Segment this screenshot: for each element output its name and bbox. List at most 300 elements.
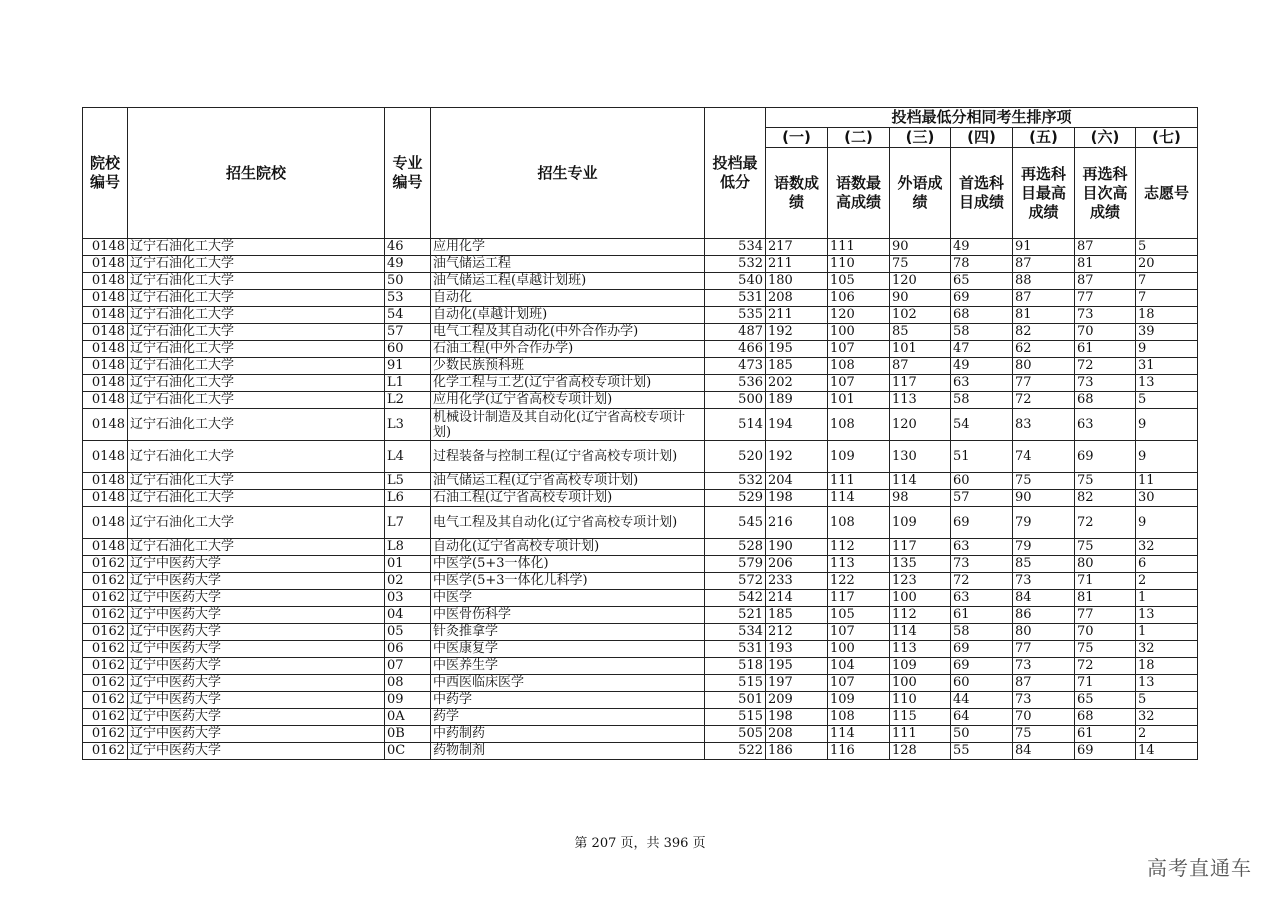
major-code-cell: 60 — [385, 341, 431, 358]
elective-highest-cell: 87 — [1013, 290, 1075, 307]
elective-highest-cell: 73 — [1013, 658, 1075, 675]
table-row — [83, 239, 1198, 256]
preference-number-cell: 6 — [1136, 556, 1198, 573]
first-choice-score-cell: 61 — [951, 607, 1013, 624]
header-elective-second-highest-score: 再选科目次高成绩 — [1075, 148, 1136, 239]
school-name-cell: 辽宁中医药大学 — [128, 556, 385, 573]
min-score-cell: 500 — [705, 392, 766, 409]
table-row — [83, 607, 1198, 624]
preference-number-cell: 5 — [1136, 239, 1198, 256]
first-choice-score-cell: 73 — [951, 556, 1013, 573]
school-code-cell: 0148 — [83, 507, 128, 539]
elective-second-cell: 87 — [1075, 273, 1136, 290]
school-name-cell: 辽宁中医药大学 — [128, 573, 385, 590]
preference-number-cell: 5 — [1136, 392, 1198, 409]
foreign-language-score-cell: 90 — [890, 290, 951, 307]
chinese-math-highest-cell: 113 — [828, 556, 890, 573]
chinese-math-score-cell: 193 — [766, 641, 828, 658]
min-score-cell: 531 — [705, 290, 766, 307]
header-foreign-language-score: 外语成绩 — [890, 148, 951, 239]
school-name-cell: 辽宁石油化工大学 — [128, 273, 385, 290]
school-name-cell: 辽宁石油化工大学 — [128, 307, 385, 324]
chinese-math-score-cell: 195 — [766, 658, 828, 675]
min-score-cell: 531 — [705, 641, 766, 658]
min-score-cell: 540 — [705, 273, 766, 290]
school-code-cell: 0148 — [83, 441, 128, 473]
school-code-cell: 0162 — [83, 743, 128, 760]
foreign-language-score-cell: 120 — [890, 409, 951, 441]
chinese-math-highest-cell: 107 — [828, 624, 890, 641]
elective-second-cell: 68 — [1075, 709, 1136, 726]
chinese-math-highest-cell: 100 — [828, 324, 890, 341]
school-code-cell: 0162 — [83, 607, 128, 624]
header-major-code: 专业编号 — [385, 108, 431, 239]
table-row — [83, 692, 1198, 709]
school-code-cell: 0148 — [83, 307, 128, 324]
major-code-cell: 05 — [385, 624, 431, 641]
chinese-math-score-cell: 204 — [766, 473, 828, 490]
min-score-cell: 532 — [705, 256, 766, 273]
major-name-cell: 中药学 — [431, 692, 705, 709]
table-row — [83, 573, 1198, 590]
min-score-cell: 579 — [705, 556, 766, 573]
school-code-cell: 0162 — [83, 556, 128, 573]
major-name-cell: 应用化学(辽宁省高校专项计划) — [431, 392, 705, 409]
preference-number-cell: 9 — [1136, 507, 1198, 539]
elective-highest-cell: 90 — [1013, 490, 1075, 507]
table-row — [83, 539, 1198, 556]
header-major-name: 招生专业 — [431, 108, 705, 239]
chinese-math-score-cell: 208 — [766, 290, 828, 307]
major-code-cell: 08 — [385, 675, 431, 692]
chinese-math-highest-cell: 109 — [828, 441, 890, 473]
header-tiebreak-number: (三) — [890, 128, 951, 148]
elective-highest-cell: 79 — [1013, 539, 1075, 556]
table-row — [83, 624, 1198, 641]
table-row — [83, 743, 1198, 760]
elective-second-cell: 65 — [1075, 692, 1136, 709]
school-code-cell: 0148 — [83, 375, 128, 392]
chinese-math-highest-cell: 109 — [828, 692, 890, 709]
major-name-cell: 电气工程及其自动化(辽宁省高校专项计划) — [431, 507, 705, 539]
preference-number-cell: 9 — [1136, 441, 1198, 473]
table-row — [83, 556, 1198, 573]
first-choice-score-cell: 69 — [951, 658, 1013, 675]
school-code-cell: 0162 — [83, 726, 128, 743]
first-choice-score-cell: 63 — [951, 375, 1013, 392]
major-name-cell: 应用化学 — [431, 239, 705, 256]
preference-number-cell: 13 — [1136, 375, 1198, 392]
school-code-cell: 0148 — [83, 341, 128, 358]
elective-highest-cell: 91 — [1013, 239, 1075, 256]
school-name-cell: 辽宁中医药大学 — [128, 743, 385, 760]
chinese-math-score-cell: 185 — [766, 358, 828, 375]
min-score-cell: 515 — [705, 709, 766, 726]
first-choice-score-cell: 58 — [951, 624, 1013, 641]
elective-highest-cell: 72 — [1013, 392, 1075, 409]
school-name-cell: 辽宁石油化工大学 — [128, 290, 385, 307]
chinese-math-highest-cell: 105 — [828, 273, 890, 290]
school-name-cell: 辽宁石油化工大学 — [128, 256, 385, 273]
major-name-cell: 中医康复学 — [431, 641, 705, 658]
major-name-cell: 油气储运工程(辽宁省高校专项计划) — [431, 473, 705, 490]
elective-highest-cell: 87 — [1013, 675, 1075, 692]
major-name-cell: 过程装备与控制工程(辽宁省高校专项计划) — [431, 441, 705, 473]
school-name-cell: 辽宁中医药大学 — [128, 726, 385, 743]
foreign-language-score-cell: 101 — [890, 341, 951, 358]
table-row — [83, 490, 1198, 507]
chinese-math-highest-cell: 105 — [828, 607, 890, 624]
min-score-cell: 572 — [705, 573, 766, 590]
table-row — [83, 641, 1198, 658]
major-code-cell: L8 — [385, 539, 431, 556]
chinese-math-highest-cell: 110 — [828, 256, 890, 273]
chinese-math-score-cell: 195 — [766, 341, 828, 358]
school-name-cell: 辽宁中医药大学 — [128, 624, 385, 641]
school-code-cell: 0148 — [83, 490, 128, 507]
chinese-math-score-cell: 190 — [766, 539, 828, 556]
foreign-language-score-cell: 113 — [890, 392, 951, 409]
chinese-math-score-cell: 211 — [766, 307, 828, 324]
preference-number-cell: 5 — [1136, 692, 1198, 709]
school-code-cell: 0162 — [83, 624, 128, 641]
first-choice-score-cell: 64 — [951, 709, 1013, 726]
chinese-math-highest-cell: 107 — [828, 341, 890, 358]
first-choice-score-cell: 51 — [951, 441, 1013, 473]
first-choice-score-cell: 63 — [951, 590, 1013, 607]
foreign-language-score-cell: 109 — [890, 507, 951, 539]
elective-second-cell: 75 — [1075, 473, 1136, 490]
chinese-math-score-cell: 198 — [766, 490, 828, 507]
foreign-language-score-cell: 117 — [890, 375, 951, 392]
elective-second-cell: 63 — [1075, 409, 1136, 441]
school-name-cell: 辽宁中医药大学 — [128, 692, 385, 709]
chinese-math-highest-cell: 107 — [828, 675, 890, 692]
min-score-cell: 534 — [705, 624, 766, 641]
school-code-cell: 0162 — [83, 573, 128, 590]
table-row — [83, 256, 1198, 273]
first-choice-score-cell: 47 — [951, 341, 1013, 358]
preference-number-cell: 18 — [1136, 307, 1198, 324]
preference-number-cell: 20 — [1136, 256, 1198, 273]
major-code-cell: 07 — [385, 658, 431, 675]
chinese-math-highest-cell: 108 — [828, 358, 890, 375]
preference-number-cell: 32 — [1136, 709, 1198, 726]
chinese-math-highest-cell: 116 — [828, 743, 890, 760]
chinese-math-score-cell: 209 — [766, 692, 828, 709]
foreign-language-score-cell: 90 — [890, 239, 951, 256]
table-row — [83, 675, 1198, 692]
school-name-cell: 辽宁石油化工大学 — [128, 392, 385, 409]
major-name-cell: 自动化 — [431, 290, 705, 307]
foreign-language-score-cell: 75 — [890, 256, 951, 273]
min-score-cell: 505 — [705, 726, 766, 743]
major-code-cell: 49 — [385, 256, 431, 273]
header-tiebreak-number: (六) — [1075, 128, 1136, 148]
first-choice-score-cell: 63 — [951, 539, 1013, 556]
school-name-cell: 辽宁中医药大学 — [128, 709, 385, 726]
elective-highest-cell: 83 — [1013, 409, 1075, 441]
school-name-cell: 辽宁石油化工大学 — [128, 490, 385, 507]
min-score-cell: 473 — [705, 358, 766, 375]
chinese-math-score-cell: 186 — [766, 743, 828, 760]
header-tiebreak-number: (二) — [828, 128, 890, 148]
min-score-cell: 487 — [705, 324, 766, 341]
table-row — [83, 392, 1198, 409]
elective-second-cell: 81 — [1075, 256, 1136, 273]
preference-number-cell: 18 — [1136, 658, 1198, 675]
major-name-cell: 电气工程及其自动化(中外合作办学) — [431, 324, 705, 341]
school-code-cell: 0162 — [83, 641, 128, 658]
elective-highest-cell: 86 — [1013, 607, 1075, 624]
min-score-cell: 466 — [705, 341, 766, 358]
elective-second-cell: 80 — [1075, 556, 1136, 573]
preference-number-cell: 30 — [1136, 490, 1198, 507]
first-choice-score-cell: 68 — [951, 307, 1013, 324]
school-code-cell: 0148 — [83, 539, 128, 556]
chinese-math-score-cell: 212 — [766, 624, 828, 641]
preference-number-cell: 31 — [1136, 358, 1198, 375]
elective-highest-cell: 81 — [1013, 307, 1075, 324]
foreign-language-score-cell: 114 — [890, 473, 951, 490]
chinese-math-highest-cell: 112 — [828, 539, 890, 556]
elective-second-cell: 82 — [1075, 490, 1136, 507]
major-code-cell: 46 — [385, 239, 431, 256]
foreign-language-score-cell: 102 — [890, 307, 951, 324]
elective-second-cell: 71 — [1075, 675, 1136, 692]
foreign-language-score-cell: 117 — [890, 539, 951, 556]
chinese-math-score-cell: 211 — [766, 256, 828, 273]
elective-highest-cell: 85 — [1013, 556, 1075, 573]
major-code-cell: L6 — [385, 490, 431, 507]
major-name-cell: 中医学(5+3一体化) — [431, 556, 705, 573]
elective-second-cell: 72 — [1075, 658, 1136, 675]
school-name-cell: 辽宁石油化工大学 — [128, 341, 385, 358]
major-code-cell: 01 — [385, 556, 431, 573]
first-choice-score-cell: 72 — [951, 573, 1013, 590]
header-elective-highest-score: 再选科目最高成绩 — [1013, 148, 1075, 239]
school-code-cell: 0148 — [83, 273, 128, 290]
foreign-language-score-cell: 135 — [890, 556, 951, 573]
school-code-cell: 0148 — [83, 239, 128, 256]
min-score-cell: 535 — [705, 307, 766, 324]
chinese-math-score-cell: 233 — [766, 573, 828, 590]
header-preference-number: 志愿号 — [1136, 148, 1198, 239]
first-choice-score-cell: 44 — [951, 692, 1013, 709]
major-code-cell: 50 — [385, 273, 431, 290]
first-choice-score-cell: 58 — [951, 392, 1013, 409]
elective-second-cell: 61 — [1075, 726, 1136, 743]
first-choice-score-cell: 78 — [951, 256, 1013, 273]
chinese-math-score-cell: 197 — [766, 675, 828, 692]
chinese-math-highest-cell: 114 — [828, 490, 890, 507]
major-name-cell: 中药制药 — [431, 726, 705, 743]
major-code-cell: 57 — [385, 324, 431, 341]
major-name-cell: 中西医临床医学 — [431, 675, 705, 692]
first-choice-score-cell: 49 — [951, 239, 1013, 256]
elective-highest-cell: 80 — [1013, 624, 1075, 641]
min-score-cell: 521 — [705, 607, 766, 624]
header-min-score: 投档最低分 — [705, 108, 766, 239]
chinese-math-score-cell: 198 — [766, 709, 828, 726]
school-name-cell: 辽宁中医药大学 — [128, 675, 385, 692]
elective-highest-cell: 79 — [1013, 507, 1075, 539]
elective-second-cell: 72 — [1075, 358, 1136, 375]
chinese-math-highest-cell: 108 — [828, 507, 890, 539]
first-choice-score-cell: 49 — [951, 358, 1013, 375]
table-row — [83, 358, 1198, 375]
school-name-cell: 辽宁中医药大学 — [128, 641, 385, 658]
chinese-math-score-cell: 206 — [766, 556, 828, 573]
major-code-cell: 09 — [385, 692, 431, 709]
foreign-language-score-cell: 113 — [890, 641, 951, 658]
school-name-cell: 辽宁石油化工大学 — [128, 507, 385, 539]
school-code-cell: 0148 — [83, 392, 128, 409]
foreign-language-score-cell: 128 — [890, 743, 951, 760]
major-code-cell: L5 — [385, 473, 431, 490]
chinese-math-highest-cell: 111 — [828, 473, 890, 490]
elective-second-cell: 73 — [1075, 307, 1136, 324]
header-tiebreak-number: (七) — [1136, 128, 1198, 148]
preference-number-cell: 1 — [1136, 624, 1198, 641]
school-code-cell: 0148 — [83, 256, 128, 273]
school-name-cell: 辽宁中医药大学 — [128, 590, 385, 607]
table-body — [83, 239, 1198, 760]
chinese-math-score-cell: 194 — [766, 409, 828, 441]
school-name-cell: 辽宁石油化工大学 — [128, 441, 385, 473]
major-name-cell: 药学 — [431, 709, 705, 726]
foreign-language-score-cell: 100 — [890, 675, 951, 692]
major-code-cell: 0C — [385, 743, 431, 760]
elective-second-cell: 87 — [1075, 239, 1136, 256]
elective-highest-cell: 77 — [1013, 375, 1075, 392]
foreign-language-score-cell: 115 — [890, 709, 951, 726]
chinese-math-highest-cell: 104 — [828, 658, 890, 675]
preference-number-cell: 13 — [1136, 607, 1198, 624]
chinese-math-highest-cell: 117 — [828, 590, 890, 607]
elective-second-cell: 71 — [1075, 573, 1136, 590]
major-code-cell: L2 — [385, 392, 431, 409]
chinese-math-highest-cell: 111 — [828, 239, 890, 256]
foreign-language-score-cell: 112 — [890, 607, 951, 624]
table-row — [83, 709, 1198, 726]
page-number: 第 207 页，共 396 页 — [574, 836, 706, 851]
chinese-math-highest-cell: 108 — [828, 409, 890, 441]
school-name-cell: 辽宁石油化工大学 — [128, 324, 385, 341]
elective-second-cell: 75 — [1075, 641, 1136, 658]
elective-highest-cell: 62 — [1013, 341, 1075, 358]
foreign-language-score-cell: 87 — [890, 358, 951, 375]
major-code-cell: L3 — [385, 409, 431, 441]
min-score-cell: 534 — [705, 239, 766, 256]
first-choice-score-cell: 65 — [951, 273, 1013, 290]
preference-number-cell: 2 — [1136, 573, 1198, 590]
chinese-math-highest-cell: 114 — [828, 726, 890, 743]
header-tiebreak-title: 投档最低分相同考生排序项 — [766, 108, 1198, 128]
chinese-math-score-cell: 217 — [766, 239, 828, 256]
school-name-cell: 辽宁中医药大学 — [128, 607, 385, 624]
foreign-language-score-cell: 123 — [890, 573, 951, 590]
major-code-cell: 02 — [385, 573, 431, 590]
foreign-language-score-cell: 98 — [890, 490, 951, 507]
chinese-math-score-cell: 180 — [766, 273, 828, 290]
table-row — [83, 409, 1198, 441]
school-code-cell: 0148 — [83, 290, 128, 307]
major-code-cell: L4 — [385, 441, 431, 473]
first-choice-score-cell: 69 — [951, 290, 1013, 307]
table-row — [83, 658, 1198, 675]
header-tiebreak-number: (五) — [1013, 128, 1075, 148]
school-name-cell: 辽宁石油化工大学 — [128, 358, 385, 375]
chinese-math-highest-cell: 106 — [828, 290, 890, 307]
watermark-text: 高考直通车 — [1147, 856, 1252, 880]
elective-second-cell: 61 — [1075, 341, 1136, 358]
elective-highest-cell: 80 — [1013, 358, 1075, 375]
preference-number-cell: 14 — [1136, 743, 1198, 760]
min-score-cell: 522 — [705, 743, 766, 760]
table-row — [83, 375, 1198, 392]
major-code-cell: 91 — [385, 358, 431, 375]
first-choice-score-cell: 50 — [951, 726, 1013, 743]
elective-second-cell: 70 — [1075, 324, 1136, 341]
major-code-cell: 03 — [385, 590, 431, 607]
preference-number-cell: 39 — [1136, 324, 1198, 341]
elective-highest-cell: 70 — [1013, 709, 1075, 726]
elective-second-cell: 72 — [1075, 507, 1136, 539]
school-code-cell: 0162 — [83, 658, 128, 675]
min-score-cell: 529 — [705, 490, 766, 507]
major-code-cell: L7 — [385, 507, 431, 539]
header-first-choice-subject-score: 首选科目成绩 — [951, 148, 1013, 239]
school-name-cell: 辽宁石油化工大学 — [128, 239, 385, 256]
school-name-cell: 辽宁中医药大学 — [128, 658, 385, 675]
major-code-cell: 53 — [385, 290, 431, 307]
elective-second-cell: 69 — [1075, 441, 1136, 473]
elective-highest-cell: 73 — [1013, 573, 1075, 590]
major-name-cell: 药物制剂 — [431, 743, 705, 760]
chinese-math-highest-cell: 100 — [828, 641, 890, 658]
table-row — [83, 307, 1198, 324]
header-tiebreak-number: (一) — [766, 128, 828, 148]
chinese-math-highest-cell: 108 — [828, 709, 890, 726]
header-tiebreak-number: (四) — [951, 128, 1013, 148]
preference-number-cell: 9 — [1136, 341, 1198, 358]
elective-second-cell: 69 — [1075, 743, 1136, 760]
min-score-cell: 528 — [705, 539, 766, 556]
first-choice-score-cell: 58 — [951, 324, 1013, 341]
foreign-language-score-cell: 130 — [890, 441, 951, 473]
first-choice-score-cell: 57 — [951, 490, 1013, 507]
elective-highest-cell: 77 — [1013, 641, 1075, 658]
school-code-cell: 0162 — [83, 675, 128, 692]
elective-highest-cell: 73 — [1013, 692, 1075, 709]
header-chinese-math-score: 语数成绩 — [766, 148, 828, 239]
major-name-cell: 油气储运工程(卓越计划班) — [431, 273, 705, 290]
chinese-math-score-cell: 185 — [766, 607, 828, 624]
school-code-cell: 0148 — [83, 358, 128, 375]
chinese-math-score-cell: 202 — [766, 375, 828, 392]
first-choice-score-cell: 69 — [951, 641, 1013, 658]
preference-number-cell: 1 — [1136, 590, 1198, 607]
school-name-cell: 辽宁石油化工大学 — [128, 375, 385, 392]
preference-number-cell: 7 — [1136, 290, 1198, 307]
preference-number-cell: 9 — [1136, 409, 1198, 441]
preference-number-cell: 11 — [1136, 473, 1198, 490]
chinese-math-highest-cell: 107 — [828, 375, 890, 392]
school-code-cell: 0162 — [83, 692, 128, 709]
chinese-math-score-cell: 214 — [766, 590, 828, 607]
table-header — [83, 108, 1198, 239]
